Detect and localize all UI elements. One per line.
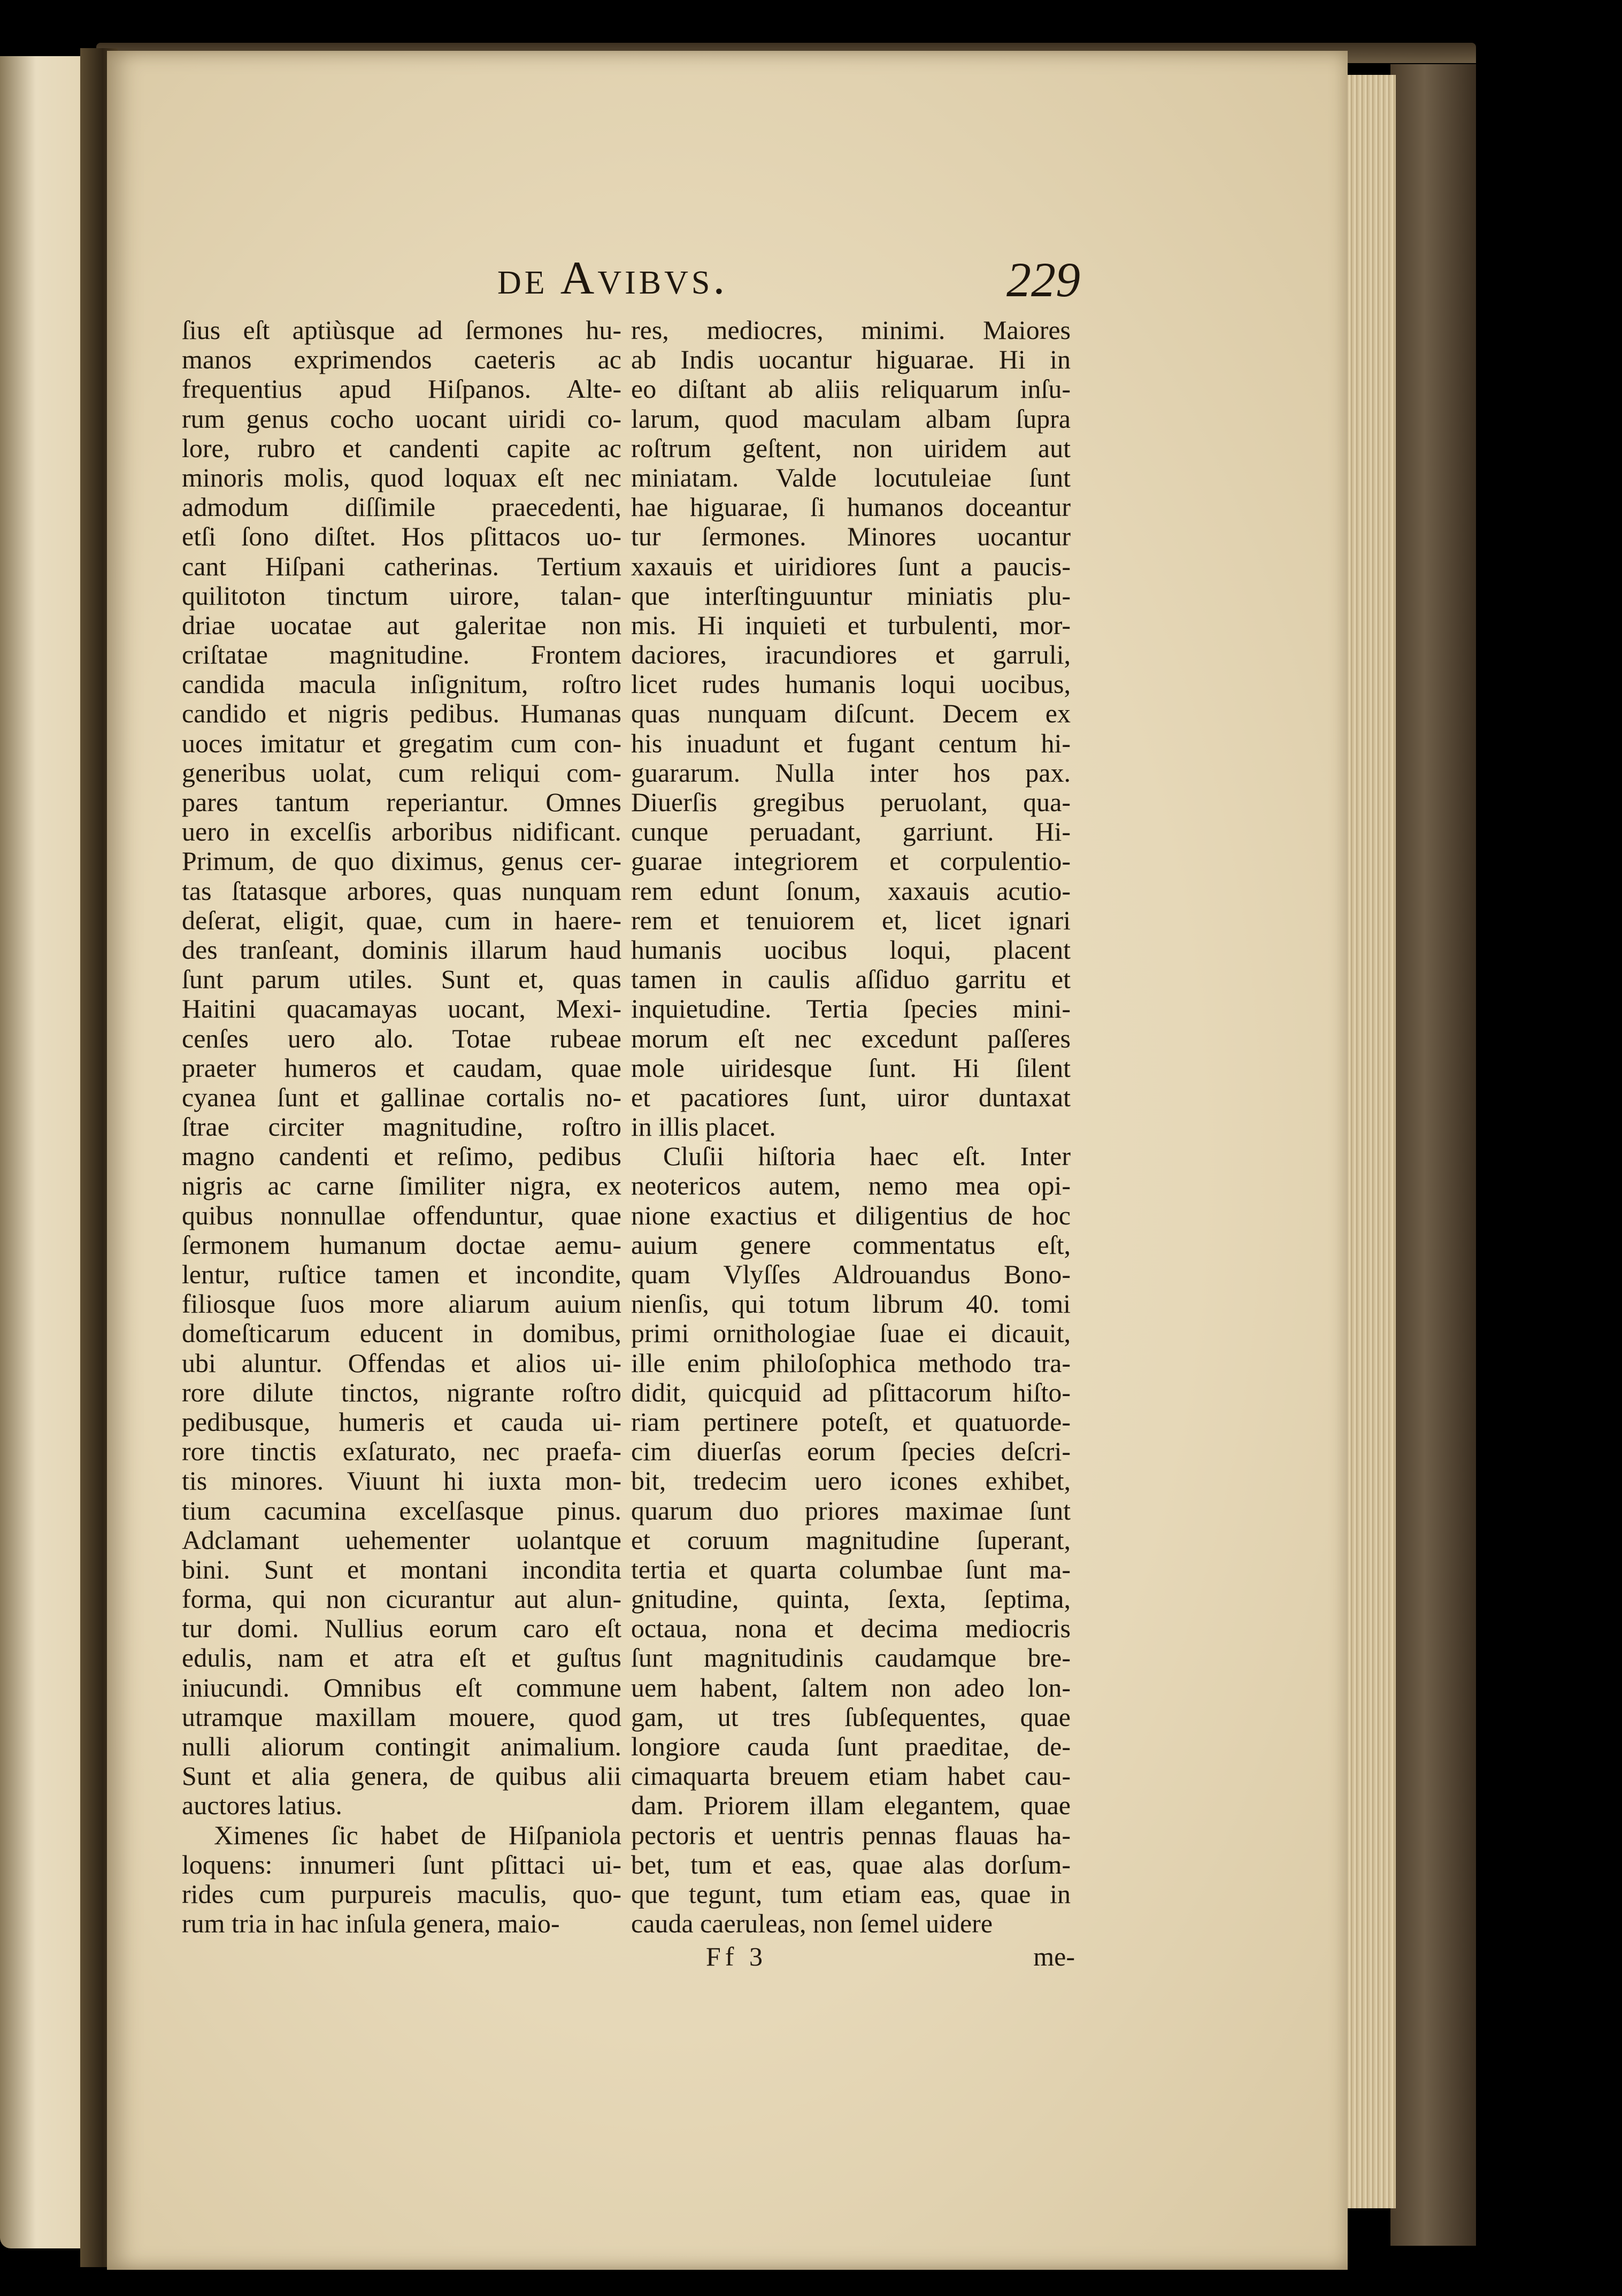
text-line: cimaquarta breuem etiam habet cau- [631,1761,1071,1791]
text-line: ſermonem humanum doctae aemu- [182,1230,621,1260]
text-line: ſunt parum utiles. Sunt et, quas [182,965,621,995]
text-line: Sunt et alia genera, de quibus alii [182,1761,621,1791]
text-line: lore, rubro et candenti capite ac [182,433,621,463]
text-line: miniatam. Valde locutuleiae ſunt [631,463,1071,492]
text-line: Haitini quacamayas uocant, Mexi- [182,994,621,1024]
text-line: his inuadunt et fugant centum hi- [631,728,1071,758]
text-line: ſtrae circiter magnitudine, roſtro [182,1112,621,1142]
text-line: tertia et quarta columbae ſunt ma- [631,1554,1071,1584]
text-line: tur ſermones. Minores uocantur [631,522,1071,552]
text-line: praeter humeros et caudam, quae [182,1053,621,1083]
text-line: edulis, nam et atra eſt et guſtus [182,1643,621,1673]
text-line: nione exactius et diligentius de hoc [631,1200,1071,1230]
text-line: dam. Priorem illam elegantem, quae [631,1791,1071,1821]
text-line: Cluſii hiſtoria haec eſt. Inter [663,1142,1071,1172]
text-line: etſi ſono diſtet. Hos pſittacos uo- [182,522,621,552]
text-line: et pacatiores ſunt, uiror duntaxat [631,1082,1071,1112]
text-line: res, mediocres, minimi. Maiores [631,315,1071,345]
text-line: Ximenes ſic habet de Hiſpaniola [214,1820,621,1850]
running-title: de Avibvs. [497,252,728,304]
text-line: eo diſtant ab aliis reliquarum inſu- [631,374,1071,404]
text-line: tas ſtatasque arbores, quas nunquam [182,876,621,906]
text-line: cenſes uero alo. Totae rubeae [182,1023,621,1053]
text-line: riam pertinere poteſt, et quatuorde- [631,1407,1071,1437]
text-line: deſerat, eligit, quae, cum in haere- [182,905,621,935]
text-line: guarae integriorem et corpulentio- [631,846,1071,876]
text-line: bet, tum et eas, quae alas dorſum- [631,1850,1071,1879]
text-line: cim diuerſas eorum ſpecies deſcri- [631,1437,1071,1467]
text-line: loquens: innumeri ſunt pſittaci ui- [182,1850,621,1879]
text-line: nulli aliorum contingit animalium. [182,1732,621,1761]
text-line: des tranſeant, dominis illarum haud [182,935,621,965]
text-line: nienſis, qui totum librum 40. tomi [631,1289,1071,1319]
text-line: uoces imitatur et gregatim cum con- [182,728,621,758]
text-line: que interſtinguuntur miniatis plu- [631,581,1071,611]
text-line: et coruum magnitudine ſuperant, [631,1525,1071,1555]
text-line: pares tantum reperiantur. Omnes [182,788,621,817]
text-line: tur domi. Nullius eorum caro eſt [182,1614,621,1644]
text-line: inquietudine. Tertia ſpecies mini- [631,994,1071,1024]
text-line: rum genus cocho uocant uiridi co- [182,404,621,434]
text-line: bit, tredecim uero icones exhibet, [631,1466,1071,1496]
text-line: rum tria in hac inſula genera, maio- [182,1909,560,1939]
text-line: pedibusque, humeris et cauda ui- [182,1407,621,1437]
text-line: gam, ut tres ſubſequentes, quae [631,1702,1071,1732]
text-line: Primum, de quo diximus, genus cer- [182,846,621,876]
text-line: iniucundi. Omnibus eſt commune [182,1673,621,1702]
text-line: minoris molis, quod loquax eſt nec [182,463,621,492]
text-line: mole uiridesque ſunt. Hi ſilent [631,1053,1071,1083]
page-header [481,251,1080,310]
page-footer [631,1941,1075,1978]
text-line: daciores, iracundiores et garruli, [631,640,1071,670]
text-line: criſtatae magnitudine. Frontem [182,640,621,670]
text-line: cauda caeruleas, non ſemel uidere [631,1909,993,1939]
text-line: bini. Sunt et montani incondita [182,1554,621,1584]
text-line: tis minores. Viuunt hi iuxta mon- [182,1466,621,1496]
text-line: utramque maxillam mouere, quod [182,1702,621,1732]
text-line: rides cum purpureis maculis, quo- [182,1879,621,1909]
text-line: manos exprimendos caeteris ac [182,345,621,375]
text-line: larum, quod maculam albam ſupra [631,404,1071,434]
text-line: octaua, nona et decima mediocris [631,1614,1071,1644]
text-line: forma, qui non cicurantur aut alun- [182,1584,621,1614]
text-line: rore dilute tinctos, nigrante roſtro [182,1377,621,1407]
text-column-left [182,315,621,1938]
text-line: rem edunt ſonum, xaxauis acutio- [631,876,1071,906]
text-line: mis. Hi inquieti et turbulenti, mor- [631,610,1071,640]
text-line: admodum diſſimile praecedenti, [182,492,621,522]
text-line: longiore cauda ſunt praeditae, de- [631,1732,1071,1761]
text-line: ubi aluntur. Offendas et alios ui- [182,1348,621,1378]
text-line: cunque peruadant, garriunt. Hi- [631,817,1071,847]
text-line: tamen in caulis aſſiduo garritu et [631,965,1071,995]
text-line: morum eſt nec excedunt paſſeres [631,1023,1071,1053]
text-line: driae uocatae aut galeritae non [182,610,621,640]
text-column-right [631,315,1071,1938]
text-line: candida macula inſignitum, roſtro [182,669,621,699]
text-line: auctores latius. [182,1791,342,1821]
text-line: ille enim philoſophica methodo tra- [631,1348,1071,1378]
text-line: quibus nonnullae offenduntur, quae [182,1200,621,1230]
text-line: ſius eſt aptiùsque ad ſermones hu- [182,315,621,345]
text-line: ab Indis uocantur higuarae. Hi in [631,345,1071,375]
text-line: quarum duo priores maximae ſunt [631,1496,1071,1525]
text-line: tium cacumina excelſasque pinus. [182,1496,621,1525]
text-line: licet rudes humanis loqui uocibus, [631,669,1071,699]
text-line: domeſticarum educent in domibus, [182,1319,621,1349]
text-line: uem habent, ſaltem non adeo lon- [631,1673,1071,1702]
catchword: me- [1033,1941,1075,1971]
page-number: 229 [1006,252,1080,307]
text-line: xaxauis et uiridiores ſunt a paucis- [631,551,1071,581]
text-line: filiosque ſuos more aliarum auium [182,1289,621,1319]
text-line: roſtrum geſtent, non uiridem aut [631,433,1071,463]
text-line: neotericos autem, nemo mea opi- [631,1171,1071,1201]
text-line: didit, quicquid ad pſittacorum hiſto- [631,1377,1071,1407]
text-line: primi ornithologiae ſuae ei dicauit, [631,1319,1071,1349]
text-line: ſunt magnitudinis caudamque bre- [631,1643,1071,1673]
text-line: frequentius apud Hiſpanos. Alte- [182,374,621,404]
text-line: guararum. Nulla inter hos pax. [631,758,1071,788]
text-line: nigris ac carne ſimiliter nigra, ex [182,1171,621,1201]
text-line: quilitoton tinctum uirore, talan- [182,581,621,611]
text-line: rore tinctis exſaturato, nec praefa- [182,1437,621,1467]
text-line: uero in excelſis arboribus nidificant. [182,817,621,847]
text-line: Adclamant uehementer uolantque [182,1525,621,1555]
text-line: Diuerſis gregibus peruolant, qua- [631,788,1071,817]
text-line: lentur, ruſtice tamen et incondite, [182,1260,621,1289]
text-line: quam Vlyſſes Aldrouandus Bono- [631,1260,1071,1289]
text-line: generibus uolat, cum reliqui com- [182,758,621,788]
text-line: auium genere commentatus eſt, [631,1230,1071,1260]
text-line: que tegunt, tum etiam eas, quae in [631,1879,1071,1909]
book-cover-edge [1390,64,1476,2246]
text-line: pectoris et uentris pennas flauas ha- [631,1820,1071,1850]
text-line: magno candenti et reſimo, pedibus [182,1142,621,1172]
text-line: candido et nigris pedibus. Humanas [182,699,621,729]
text-line: cant Hiſpani catherinas. Tertium [182,551,621,581]
signature-mark: Ff 3 [706,1941,767,1971]
text-line: cyanea ſunt et gallinae cortalis no- [182,1082,621,1112]
text-line: in illis placet. [631,1112,776,1142]
text-line: quas nunquam diſcunt. Decem ex [631,699,1071,729]
text-line: rem et tenuiorem et, licet ignari [631,905,1071,935]
text-line: humanis uocibus loqui, placent [631,935,1071,965]
text-line: hae higuarae, ſi humanos doceantur [631,492,1071,522]
text-line: gnitudine, quinta, ſexta, ſeptima, [631,1584,1071,1614]
